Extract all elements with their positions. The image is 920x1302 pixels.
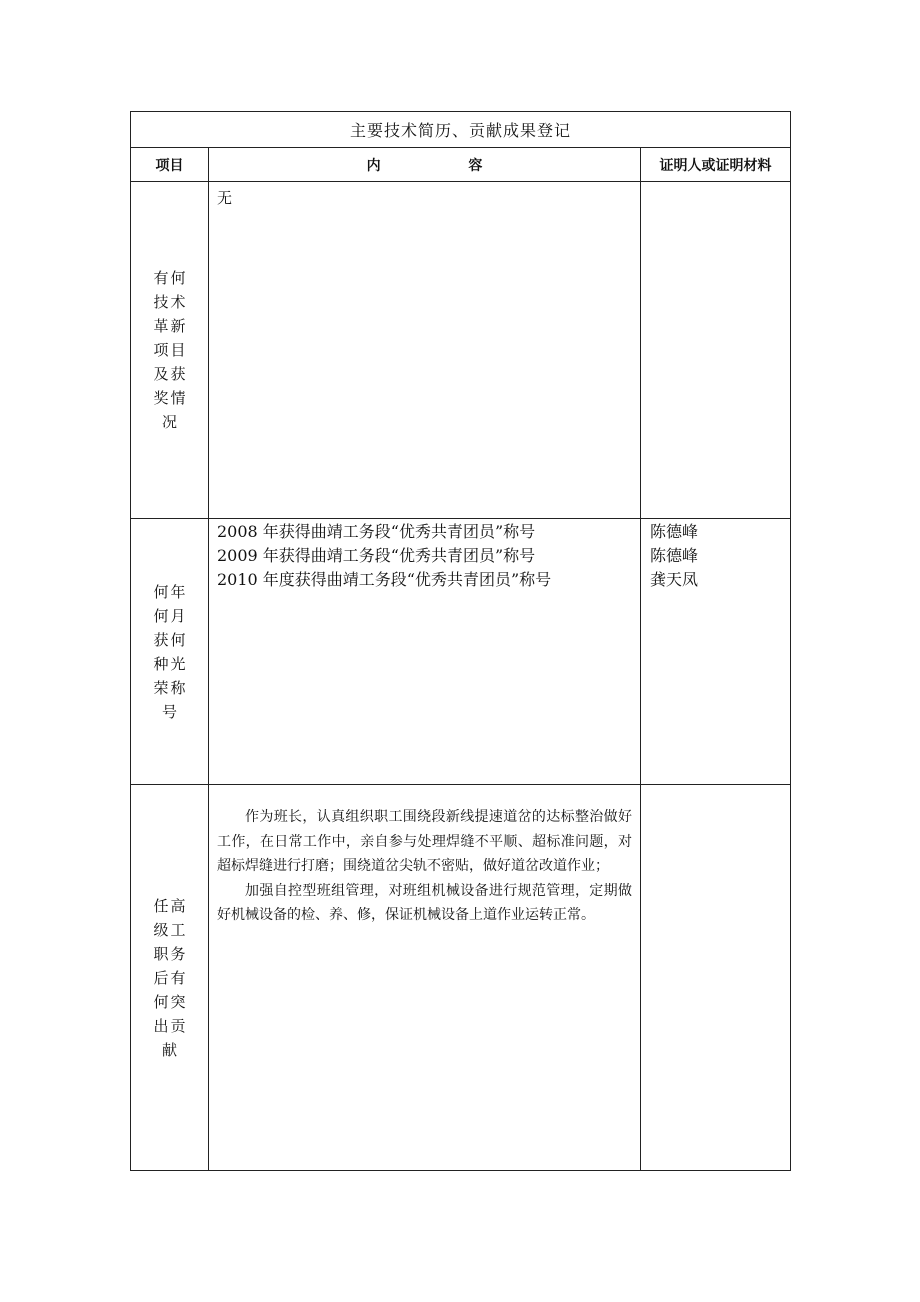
content-cell	[209, 519, 641, 785]
proof-cell	[641, 519, 791, 785]
content-cell	[209, 785, 641, 1171]
proof-cell	[641, 182, 791, 519]
proof-name: 陈德峰	[650, 546, 699, 565]
table-row	[131, 182, 791, 519]
header-proof: 证明人或证明材料	[641, 148, 791, 182]
innovation-content: 无	[217, 189, 233, 207]
proof-name: 龚天凤	[650, 570, 699, 589]
registration-table	[130, 111, 791, 1171]
honor-line: 2008 年获得曲靖工务段“优秀共青团员”称号	[217, 522, 536, 541]
table-row	[131, 519, 791, 785]
row-label-cell	[131, 785, 209, 1171]
row-label-cell	[131, 519, 209, 785]
contribution-paragraph: 作为班长，认真组织职工围绕段新线提速道岔的达标整治做好工作，在日常工作中，亲自参与处理焊缝不平顺、超标准问题，对超标焊缝进行打磨；围绕道岔尖轨不密贴，做好道岔改道作业；	[217, 809, 632, 874]
proof-cell	[641, 785, 791, 1171]
header-content: 内 容	[209, 148, 641, 182]
content-cell	[209, 182, 641, 519]
honor-line: 2009 年获得曲靖工务段“优秀共青团员”称号	[217, 546, 536, 565]
proof-name: 陈德峰	[650, 522, 699, 541]
form-title: 主要技术简历、贡献成果登记	[131, 112, 791, 148]
title-row	[131, 112, 791, 148]
table-row	[131, 785, 791, 1171]
row-label-innovation: 有何技术革新项目及获奖情况	[153, 269, 188, 431]
header-row	[131, 148, 791, 182]
row-label-contribution: 任高级工职务后有何突出贡献	[153, 896, 188, 1059]
contribution-paragraph: 加强自控型班组管理，对班组机械设备进行规范管理，定期做好机械设备的检、养、修，保证机械设备上道作业运转正常。	[217, 882, 632, 923]
row-label-honors: 何年何月获何种光荣称号	[153, 582, 188, 721]
header-item: 项目	[131, 148, 209, 182]
row-label-cell	[131, 182, 209, 519]
honor-line: 2010 年度获得曲靖工务段“优秀共青团员”称号	[217, 570, 552, 589]
